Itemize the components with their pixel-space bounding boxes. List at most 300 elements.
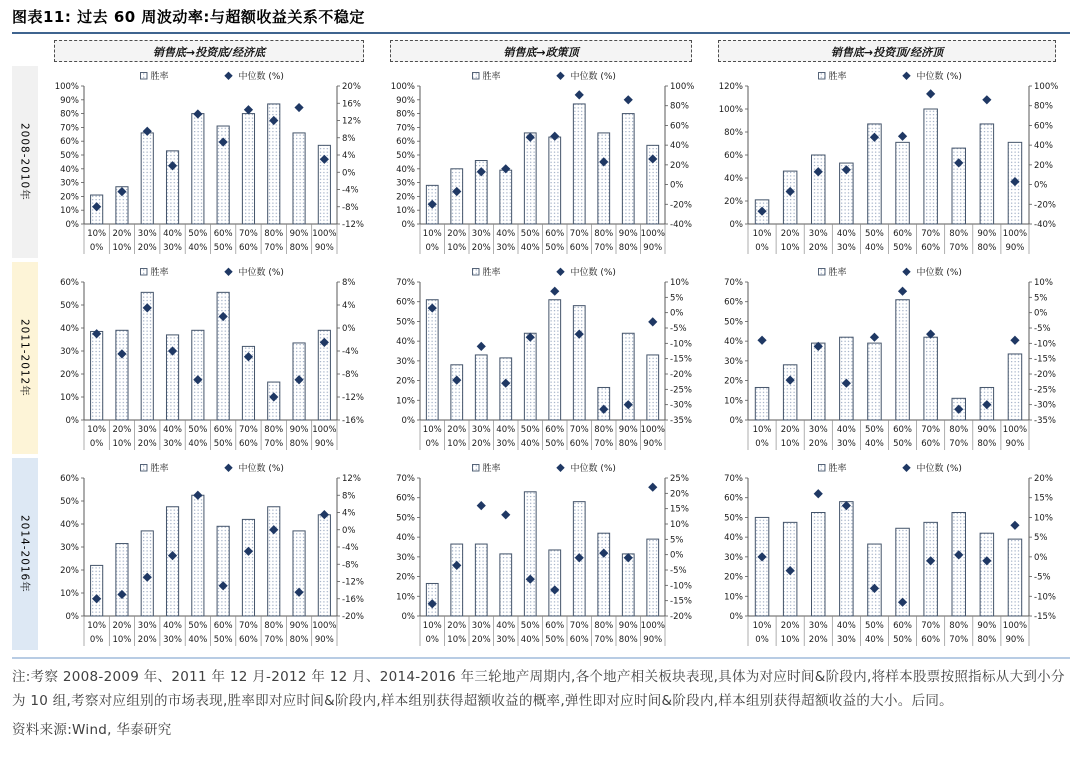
x-axis-label-bottom: 10%	[780, 635, 800, 645]
right-axis-tick-label: 20%	[1034, 160, 1053, 171]
x-axis-label-bottom: 80%	[977, 439, 997, 449]
x-axis-label-top: 10%	[422, 229, 442, 239]
left-axis-tick-label: 30%	[724, 552, 743, 563]
chart-svg	[380, 262, 702, 454]
x-axis-label-top: 10%	[87, 621, 107, 631]
x-axis-label-bottom: 90%	[643, 439, 663, 449]
x-axis-label-top: 40%	[163, 621, 183, 631]
legend-diamond-swatch-icon	[224, 464, 232, 472]
x-axis-label-top: 40%	[836, 229, 856, 239]
row-label-2008-2010: 2008-2010年	[12, 66, 38, 258]
right-axis-tick-label: 12%	[342, 474, 361, 484]
x-axis-label-top: 10%	[87, 425, 107, 435]
right-axis-tick-label: 8%	[342, 491, 356, 502]
right-axis-tick-label: 10%	[1034, 513, 1053, 524]
left-axis-tick-label: 20%	[396, 572, 415, 583]
right-axis-tick-label: 0%	[670, 308, 684, 319]
x-axis-label-bottom: 40%	[864, 243, 884, 253]
x-axis-label-bottom: 20%	[471, 439, 491, 449]
right-axis-tick-label: -20%	[342, 612, 364, 622]
x-axis-label-top: 30%	[471, 425, 491, 435]
bar-win-rate	[549, 137, 561, 224]
left-axis-tick-label: 60%	[724, 493, 743, 504]
right-axis-tick-label: -5%	[670, 324, 687, 334]
right-axis-tick-label: -15%	[1034, 612, 1056, 622]
bar-win-rate	[598, 533, 610, 616]
right-axis-tick-label: 25%	[670, 474, 689, 484]
bar-win-rate	[980, 124, 993, 224]
x-axis-label-top: 30%	[808, 229, 828, 239]
chart-grid	[12, 39, 1070, 650]
median-diamond-marker	[501, 510, 510, 519]
x-axis-label-top: 10%	[752, 621, 772, 631]
chart-svg	[44, 458, 374, 650]
left-axis-tick-label: 60%	[396, 493, 415, 504]
x-axis-label-top: 50%	[520, 621, 540, 631]
chart-2011-2012-sales-to-investment-top	[708, 262, 1066, 454]
right-axis-tick-label: -25%	[670, 385, 692, 396]
x-axis-label-bottom: 40%	[188, 243, 208, 253]
left-axis-tick-label: 80%	[396, 109, 415, 120]
left-axis-tick-label: 50%	[724, 513, 743, 524]
x-axis-label-top: 60%	[893, 229, 913, 239]
x-axis-label-bottom: 20%	[471, 243, 491, 253]
right-axis-tick-label: 0%	[670, 180, 684, 191]
x-axis-label-top: 20%	[447, 229, 467, 239]
median-diamond-marker	[982, 95, 991, 104]
right-axis-tick-label: -30%	[670, 400, 692, 411]
x-axis-label-bottom: 10%	[447, 243, 467, 253]
bar-win-rate	[318, 515, 330, 616]
bar-win-rate	[451, 169, 463, 224]
legend-diamond-label: 中位数 (%)	[916, 268, 962, 278]
legend-bar-label: 胜率	[482, 464, 501, 474]
x-axis-label-bottom: 10%	[112, 439, 132, 449]
bar-win-rate	[91, 331, 103, 420]
x-axis-label-top: 20%	[780, 621, 800, 631]
x-axis-label-top: 40%	[496, 229, 516, 239]
figure-note: 注:考察 2008-2009 年、2011 年 12 月-2012 年 12 月、2014-2016 年三轮地产周期内,各个地产相关板块表现,具体为对应时间&阶段内,将样本股票按照指标从大到小分为 10 组,考察对应组别的市场表现,胜率即对应时间&阶段内,样本组别获得超额收益的概率,弹性即对应时间&阶段内,样本组别获得超额收益的大小。后同。	[12, 669, 1065, 710]
bar-win-rate	[952, 513, 965, 617]
right-axis-tick-label: 8%	[342, 133, 356, 144]
bar-win-rate	[217, 292, 229, 420]
chart-svg	[708, 262, 1066, 454]
bar-win-rate	[840, 502, 853, 616]
x-axis-label-bottom: 60%	[921, 439, 941, 449]
median-diamond-marker	[926, 89, 935, 98]
legend-bar-swatch-icon	[473, 465, 480, 472]
x-axis-label-top: 100%	[1002, 425, 1028, 435]
median-diamond-marker	[477, 342, 486, 351]
left-axis-tick-label: 100%	[54, 82, 79, 92]
right-axis-tick-label: -16%	[342, 594, 364, 605]
column-header-1: 销售底→投资底/经济底	[54, 40, 364, 62]
bar-win-rate	[783, 365, 796, 420]
bar-win-rate	[242, 519, 254, 616]
bar-win-rate	[573, 306, 585, 420]
left-axis-tick-label: 70%	[396, 123, 415, 134]
right-axis-tick-label: -10%	[1034, 339, 1056, 350]
x-axis-label-top: 50%	[864, 229, 884, 239]
x-axis-label-top: 70%	[238, 425, 258, 435]
title-underline	[12, 32, 1070, 34]
row-label-2014-2016: 2014-2016年	[12, 458, 38, 650]
x-axis-label-bottom: 90%	[1005, 439, 1025, 449]
right-axis-tick-label: -40%	[670, 220, 692, 230]
x-axis-label-bottom: 90%	[643, 635, 663, 645]
left-axis-tick-label: 0%	[729, 220, 743, 230]
left-axis-tick-label: 90%	[60, 95, 79, 106]
legend-diamond-swatch-icon	[556, 464, 564, 472]
chart-2014-2016-sales-to-investment-top	[708, 458, 1066, 650]
x-axis-label-top: 70%	[238, 621, 258, 631]
x-axis-label-top: 60%	[893, 621, 913, 631]
left-axis-tick-label: 30%	[396, 178, 415, 189]
left-axis-tick-label: 70%	[396, 278, 415, 288]
bar-win-rate	[500, 554, 512, 616]
bar-win-rate	[755, 517, 768, 616]
right-axis-tick-label: 0%	[1034, 308, 1048, 319]
x-axis-label-bottom: 60%	[921, 243, 941, 253]
bar-win-rate	[896, 300, 909, 420]
x-axis-label-top: 80%	[594, 621, 614, 631]
x-axis-label-bottom: 40%	[864, 635, 884, 645]
left-axis-tick-label: 10%	[60, 393, 79, 403]
x-axis-label-bottom: 20%	[808, 439, 828, 449]
right-axis-tick-label: -4%	[342, 543, 359, 553]
left-axis-tick-label: 30%	[60, 543, 79, 553]
bar-win-rate	[549, 300, 561, 420]
left-axis-tick-label: 0%	[65, 612, 79, 622]
left-axis-tick-label: 0%	[401, 416, 415, 426]
right-axis-tick-label: -20%	[1034, 370, 1056, 380]
x-axis-label-top: 40%	[163, 229, 183, 239]
x-axis-label-bottom: 20%	[808, 243, 828, 253]
left-axis-tick-label: 50%	[60, 151, 79, 161]
legend-bar-swatch-icon	[141, 269, 148, 276]
left-axis-tick-label: 30%	[396, 356, 415, 367]
bar-win-rate	[91, 565, 103, 616]
x-axis-label-bottom: 40%	[520, 243, 540, 253]
x-axis-label-top: 70%	[921, 621, 941, 631]
left-axis-tick-label: 40%	[60, 520, 79, 530]
left-axis-tick-label: 20%	[60, 192, 79, 203]
x-axis-label-bottom: 80%	[289, 439, 309, 449]
x-axis-label-bottom: 70%	[594, 439, 614, 449]
left-axis-tick-label: 80%	[724, 128, 743, 138]
bar-win-rate	[192, 495, 204, 616]
x-axis-label-top: 80%	[949, 229, 969, 239]
bar-win-rate	[598, 133, 610, 224]
bar-win-rate	[192, 330, 204, 420]
right-axis-tick-label: 20%	[670, 160, 689, 171]
x-axis-label-top: 20%	[112, 621, 132, 631]
left-axis-tick-label: 50%	[60, 301, 79, 311]
bar-win-rate	[500, 358, 512, 420]
bar-win-rate	[116, 330, 128, 420]
right-axis-tick-label: -25%	[1034, 385, 1056, 396]
right-axis-tick-label: -12%	[342, 577, 364, 588]
x-axis-label-top: 10%	[422, 621, 442, 631]
median-diamond-marker	[477, 501, 486, 510]
x-axis-label-top: 50%	[188, 229, 208, 239]
x-axis-label-top: 60%	[893, 425, 913, 435]
x-axis-label-bottom: 30%	[496, 243, 516, 253]
x-axis-label-top: 60%	[213, 425, 233, 435]
right-axis-tick-label: 0%	[670, 550, 684, 561]
bar-win-rate	[924, 109, 937, 224]
x-axis-label-bottom: 30%	[836, 439, 856, 449]
x-axis-label-top: 90%	[289, 621, 309, 631]
chart-2008-2010-sales-to-investment-bottom	[44, 66, 374, 258]
x-axis-label-bottom: 0%	[755, 635, 769, 645]
x-axis-label-bottom: 90%	[314, 439, 334, 449]
x-axis-label-bottom: 60%	[569, 439, 589, 449]
figure-source: 资料来源:Wind, 华泰研究	[12, 721, 172, 738]
left-axis-tick-label: 0%	[729, 612, 743, 622]
legend-bar-label: 胜率	[828, 268, 847, 278]
legend-diamond-label: 中位数 (%)	[916, 72, 962, 82]
right-axis-tick-label: -10%	[1034, 592, 1056, 603]
right-axis-tick-label: -35%	[670, 416, 692, 426]
right-axis-tick-label: 16%	[342, 99, 361, 110]
x-axis-label-bottom: 60%	[921, 635, 941, 645]
x-axis-label-bottom: 70%	[264, 635, 284, 645]
x-axis-label-top: 70%	[921, 425, 941, 435]
right-axis-tick-label: 0%	[342, 525, 356, 536]
x-axis-label-bottom: 80%	[289, 243, 309, 253]
left-axis-tick-label: 20%	[60, 566, 79, 576]
x-axis-label-bottom: 40%	[520, 439, 540, 449]
x-axis-label-top: 30%	[808, 621, 828, 631]
chart-2011-2012-sales-to-policy-top	[380, 262, 702, 454]
median-diamond-marker	[294, 103, 303, 112]
x-axis-label-bottom: 10%	[780, 243, 800, 253]
x-axis-label-top: 90%	[618, 425, 638, 435]
left-axis-tick-label: 10%	[60, 589, 79, 599]
x-axis-label-top: 60%	[545, 621, 565, 631]
legend-diamond-swatch-icon	[902, 72, 910, 80]
bar-win-rate	[573, 104, 585, 224]
x-axis-label-bottom: 70%	[264, 243, 284, 253]
legend-diamond-swatch-icon	[556, 72, 564, 80]
left-axis-tick-label: 20%	[60, 370, 79, 380]
x-axis-label-bottom: 50%	[213, 439, 233, 449]
x-axis-label-bottom: 90%	[314, 243, 334, 253]
right-axis-tick-label: 5%	[670, 535, 684, 546]
x-axis-label-bottom: 90%	[1005, 243, 1025, 253]
left-axis-tick-label: 80%	[60, 109, 79, 120]
right-axis-tick-label: 40%	[1034, 141, 1053, 152]
right-axis-tick-label: -35%	[1034, 416, 1056, 426]
left-axis-tick-label: 40%	[396, 337, 415, 348]
left-axis-tick-label: 70%	[724, 278, 743, 288]
bar-win-rate	[1008, 539, 1021, 616]
legend-bar-swatch-icon	[473, 269, 480, 276]
x-axis-label-top: 20%	[112, 229, 132, 239]
x-axis-label-top: 30%	[137, 621, 157, 631]
legend-bar-swatch-icon	[473, 73, 480, 80]
bar-win-rate	[1008, 354, 1021, 420]
left-axis-tick-label: 40%	[724, 174, 743, 184]
x-axis-label-bottom: 0%	[755, 439, 769, 449]
x-axis-label-bottom: 20%	[808, 635, 828, 645]
right-axis-tick-label: 40%	[670, 141, 689, 152]
right-axis-tick-label: -20%	[670, 612, 692, 622]
x-axis-label-top: 100%	[1002, 621, 1028, 631]
left-axis-tick-label: 20%	[396, 376, 415, 387]
bar-win-rate	[812, 155, 825, 224]
right-axis-tick-label: 10%	[670, 520, 689, 530]
left-axis-tick-label: 10%	[724, 592, 743, 603]
x-axis-label-top: 40%	[836, 425, 856, 435]
median-diamond-marker	[624, 95, 633, 104]
x-axis-label-bottom: 70%	[594, 243, 614, 253]
median-diamond-marker	[1010, 521, 1019, 530]
x-axis-label-top: 70%	[569, 621, 589, 631]
right-axis-tick-label: -5%	[670, 566, 687, 576]
x-axis-label-bottom: 60%	[238, 635, 258, 645]
x-axis-label-top: 70%	[921, 229, 941, 239]
left-axis-tick-label: 10%	[396, 396, 415, 407]
bar-win-rate	[924, 337, 937, 420]
x-axis-label-top: 30%	[808, 425, 828, 435]
right-axis-tick-label: -5%	[1034, 324, 1051, 334]
bar-win-rate	[141, 133, 153, 224]
legend-bar-swatch-icon	[819, 269, 826, 276]
right-axis-tick-label: 60%	[1034, 121, 1053, 132]
x-axis-label-top: 10%	[752, 229, 772, 239]
x-axis-label-bottom: 20%	[137, 635, 157, 645]
x-axis-label-top: 100%	[640, 621, 665, 631]
bar-win-rate	[622, 114, 634, 224]
left-axis-tick-label: 100%	[718, 105, 743, 115]
x-axis-label-bottom: 30%	[496, 635, 516, 645]
x-axis-label-top: 90%	[977, 621, 997, 631]
x-axis-label-top: 50%	[864, 425, 884, 435]
left-axis-tick-label: 20%	[724, 376, 743, 387]
bar-win-rate	[217, 526, 229, 616]
left-axis-tick-label: 60%	[60, 137, 79, 148]
header-spacer	[12, 39, 38, 62]
x-axis-label-top: 100%	[640, 229, 665, 239]
x-axis-label-top: 40%	[163, 425, 183, 435]
right-axis-tick-label: 20%	[670, 489, 689, 500]
figure-title: 图表11: 过去 60 周波动率:与超额收益关系不稳定	[12, 8, 365, 26]
right-axis-tick-label: -8%	[342, 560, 359, 571]
x-axis-label-top: 10%	[87, 229, 107, 239]
x-axis-label-bottom: 80%	[618, 439, 638, 449]
left-axis-tick-label: 100%	[390, 82, 415, 92]
x-axis-label-top: 90%	[618, 229, 638, 239]
right-axis-tick-label: 80%	[670, 101, 689, 112]
x-axis-label-bottom: 70%	[949, 635, 969, 645]
left-axis-tick-label: 20%	[396, 192, 415, 203]
bar-win-rate	[524, 492, 536, 616]
legend-diamond-label: 中位数 (%)	[916, 464, 962, 474]
x-axis-label-bottom: 0%	[425, 243, 439, 253]
right-axis-tick-label: 8%	[342, 278, 356, 288]
right-axis-tick-label: 4%	[342, 301, 356, 311]
right-axis-tick-label: 100%	[670, 82, 695, 92]
x-axis-label-bottom: 70%	[949, 439, 969, 449]
x-axis-label-top: 30%	[137, 425, 157, 435]
left-axis-tick-label: 60%	[60, 474, 79, 484]
median-diamond-marker	[648, 483, 657, 492]
x-axis-label-bottom: 70%	[264, 439, 284, 449]
x-axis-label-bottom: 20%	[137, 439, 157, 449]
x-axis-label-top: 80%	[264, 621, 284, 631]
x-axis-label-top: 100%	[312, 229, 337, 239]
x-axis-label-bottom: 90%	[1005, 635, 1025, 645]
x-axis-label-top: 80%	[594, 229, 614, 239]
x-axis-label-top: 70%	[569, 425, 589, 435]
right-axis-tick-label: -20%	[670, 370, 692, 380]
x-axis-label-bottom: 60%	[569, 243, 589, 253]
x-axis-label-bottom: 80%	[977, 635, 997, 645]
x-axis-label-bottom: 10%	[112, 635, 132, 645]
x-axis-label-bottom: 10%	[447, 439, 467, 449]
bar-win-rate	[242, 114, 254, 224]
right-axis-tick-label: -5%	[1034, 572, 1051, 583]
x-axis-label-bottom: 40%	[188, 635, 208, 645]
left-axis-tick-label: 60%	[396, 137, 415, 148]
x-axis-label-bottom: 80%	[618, 635, 638, 645]
right-axis-tick-label: 12%	[342, 116, 361, 127]
x-axis-label-top: 60%	[545, 425, 565, 435]
chart-svg	[708, 66, 1066, 258]
bar-win-rate	[840, 337, 853, 420]
x-axis-label-top: 80%	[264, 425, 284, 435]
x-axis-label-top: 70%	[238, 229, 258, 239]
x-axis-label-bottom: 40%	[188, 439, 208, 449]
left-axis-tick-label: 40%	[60, 164, 79, 175]
right-axis-tick-label: -8%	[342, 370, 359, 380]
bar-win-rate	[116, 544, 128, 616]
x-axis-label-bottom: 50%	[893, 635, 913, 645]
median-diamond-marker	[757, 336, 766, 345]
x-axis-label-bottom: 90%	[643, 243, 663, 253]
x-axis-label-bottom: 50%	[213, 635, 233, 645]
median-diamond-marker	[648, 317, 657, 326]
x-axis-label-bottom: 80%	[977, 243, 997, 253]
bar-win-rate	[268, 507, 280, 616]
x-axis-label-top: 70%	[569, 229, 589, 239]
left-axis-tick-label: 10%	[60, 206, 79, 217]
chart-svg	[44, 66, 374, 258]
x-axis-label-bottom: 0%	[755, 243, 769, 253]
bar-win-rate	[524, 333, 536, 420]
x-axis-label-top: 40%	[496, 425, 516, 435]
left-axis-tick-label: 30%	[724, 356, 743, 367]
median-diamond-marker	[870, 333, 879, 342]
left-axis-tick-label: 70%	[724, 474, 743, 484]
x-axis-label-top: 10%	[752, 425, 772, 435]
left-axis-tick-label: 0%	[65, 416, 79, 426]
x-axis-label-bottom: 80%	[289, 635, 309, 645]
x-axis-label-top: 40%	[496, 621, 516, 631]
legend-bar-swatch-icon	[819, 465, 826, 472]
x-axis-label-top: 90%	[289, 229, 309, 239]
legend-diamond-label: 中位数 (%)	[238, 72, 284, 82]
right-axis-tick-label: -8%	[342, 202, 359, 213]
x-axis-label-bottom: 30%	[836, 635, 856, 645]
right-axis-tick-label: -15%	[1034, 354, 1056, 365]
x-axis-label-top: 30%	[137, 229, 157, 239]
legend-bar-label: 胜率	[150, 268, 169, 278]
left-axis-tick-label: 10%	[396, 592, 415, 603]
x-axis-label-bottom: 10%	[447, 635, 467, 645]
